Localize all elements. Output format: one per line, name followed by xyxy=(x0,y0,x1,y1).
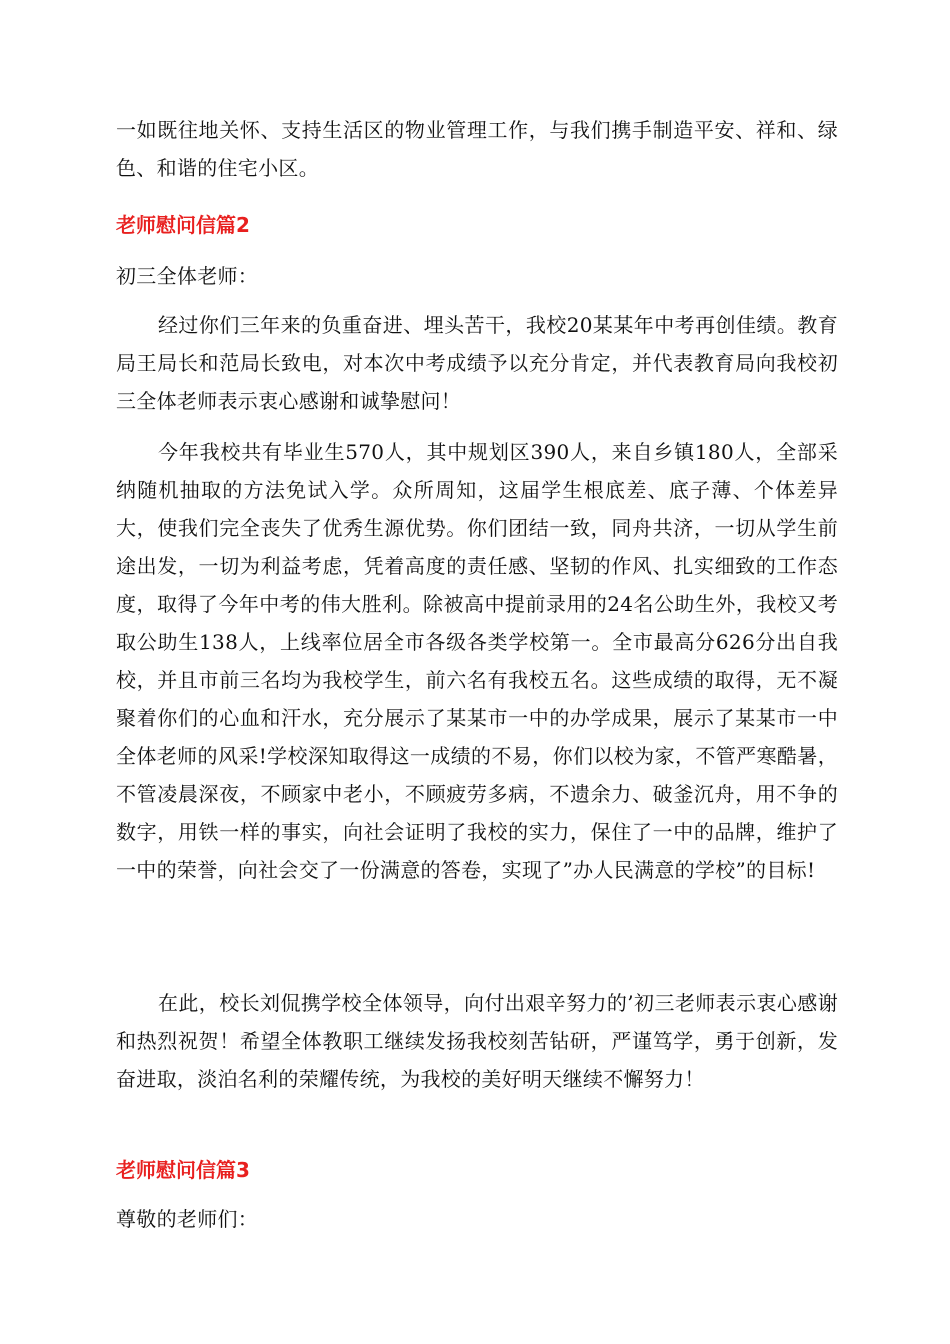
section-2-paragraph-2: 今年我校共有毕业生570人，其中规划区390人，来自乡镇180人，全部采纳随机抽取的方法免试入学。众所周知，这届学生根底差、底子薄、个体差异大，使我们完全丧失了优秀生源优势。你们团结一致，同舟共济，一切从学生前途出发，一切为利益考虑，凭着高度的责任感、坚韧的作风、扎实细致的工作态度，取得了今年中考的伟大胜利。除被高中提前录用的24名公助生外，我校又考取公助生138人，上线率位居全市各级各类学校第一。全市最高分626分出自我校，并且市前三名均为我校学生，前六名有我校五名。这些成绩的取得，无不凝聚着你们的心血和汗水，充分展示了某某市一中的办学成果，展示了某某市一中全体老师的风采!学校深知取得这一成绩的不易，你们以校为家，不管严寒酷暑，不管凌晨深夜，不顾家中老小，不顾疲劳多病，不遗余力、破釜沉舟，用不争的数字，用铁一样的事实，向社会证明了我校的实力，保住了一中的品牌，维护了一中的荣誉，向社会交了一份满意的答卷，实现了”办人民满意的学校”的目标! xyxy=(116,440,838,882)
section-2-paragraph-1: 经过你们三年来的负重奋进、埋头苦干，我校20某某年中考再创佳绩。教育局王局长和范局长致电，对本次中考成绩予以充分肯定，并代表教育局向我校初三全体老师表示衷心感谢和诚挚慰问！ xyxy=(116,313,838,413)
continuation-paragraph: 一如既往地关怀、支持生活区的物业管理工作，与我们携手制造平安、祥和、绿色、和谐的住宅小区。 xyxy=(116,118,838,180)
section-3-heading: 老师慰问信篇3 xyxy=(116,1158,250,1182)
section-2-greeting: 初三全体老师： xyxy=(116,264,259,288)
section-2-paragraph-3: 在此，校长刘侃携学校全体领导，向付出艰辛努力的’初三老师表示衷心感谢和热烈祝贺！希望全体教职工继续发扬我校刻苦钻研，严谨笃学，勇于创新，发奋进取，淡泊名利的荣耀传统，为我校的美好明天继续不懈努力！ xyxy=(116,991,838,1091)
section-3-greeting: 尊敬的老师们： xyxy=(116,1207,259,1231)
section-2-heading: 老师慰问信篇2 xyxy=(116,213,250,237)
